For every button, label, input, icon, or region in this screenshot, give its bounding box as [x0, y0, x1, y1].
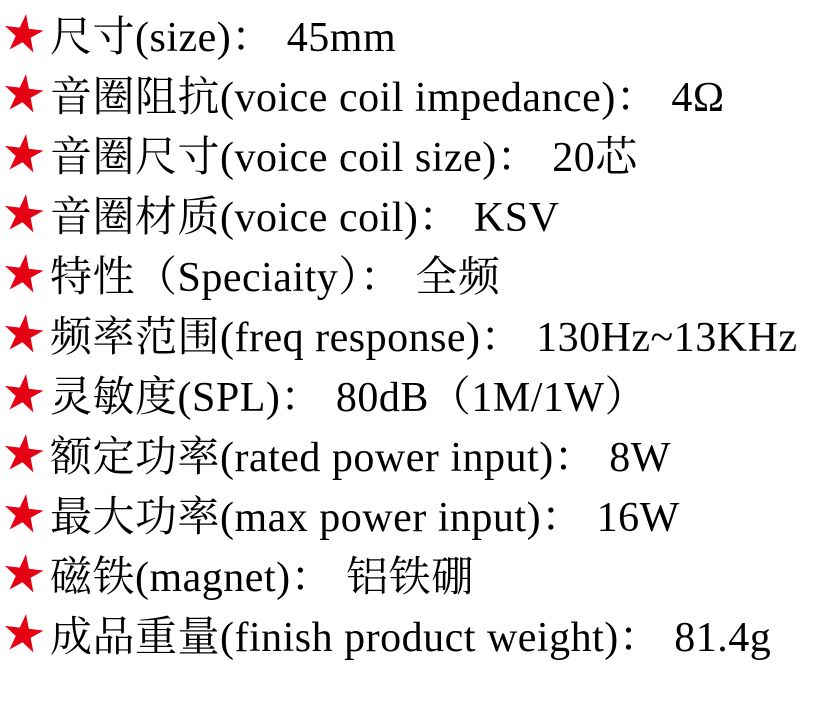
spec-label: 尺寸(size): [50, 15, 232, 61]
red-star-icon: [2, 552, 47, 596]
spec-colon: ：: [553, 435, 597, 481]
spec-label: 成品重量(finish product weight): [50, 615, 619, 661]
spec-text: [50, 544, 474, 604]
spec-value: 45mm: [286, 15, 397, 61]
red-star-icon: [2, 192, 47, 236]
spec-row: [2, 184, 827, 244]
spec-value: 80dB（1M/1W）: [335, 375, 648, 421]
spec-colon: ：: [280, 375, 323, 421]
spec-colon: ：: [418, 195, 461, 241]
spec-text: [50, 184, 559, 244]
spec-colon: ：: [615, 75, 659, 121]
red-star-icon: [2, 492, 47, 536]
spec-colon: ：: [231, 15, 274, 61]
spec-text: [50, 124, 638, 184]
spec-value: 全频: [415, 255, 501, 301]
spec-label: 额定功率(rated power input): [50, 435, 554, 481]
spec-value: 铝铁硼: [346, 555, 474, 601]
spec-colon: ：: [359, 255, 403, 301]
red-star-icon: [2, 252, 47, 296]
spec-label: 频率范围(freq response): [50, 315, 481, 361]
spec-colon: ：: [480, 315, 524, 361]
spec-text: [50, 304, 798, 364]
red-star-icon: [2, 132, 47, 176]
spec-label: 最大功率(max power input): [50, 495, 542, 541]
spec-colon: ：: [290, 555, 334, 601]
spec-text: [50, 424, 671, 484]
spec-value: 81.4g: [674, 615, 772, 661]
spec-row: [2, 124, 827, 184]
spec-text: [50, 364, 647, 424]
spec-row: [2, 424, 827, 484]
spec-colon: ：: [618, 615, 662, 661]
red-star-icon: [2, 432, 47, 476]
spec-row: [2, 364, 827, 424]
spec-value: 4Ω: [671, 75, 725, 121]
red-star-icon: [2, 72, 47, 116]
red-star-icon: [2, 612, 47, 656]
spec-text: [50, 604, 771, 664]
spec-value: KSV: [473, 195, 560, 241]
spec-value: 16W: [596, 495, 680, 541]
spec-row: [2, 244, 827, 304]
spec-row: [2, 544, 827, 604]
spec-label: 音圈材质(voice coil): [50, 195, 419, 241]
spec-value: 8W: [609, 435, 671, 481]
spec-value: 20芯: [552, 135, 638, 181]
spec-label: 磁铁(magnet): [50, 555, 291, 601]
spec-text: [50, 64, 725, 124]
spec-colon: ：: [541, 495, 584, 541]
spec-label: 灵敏度(SPL): [50, 375, 281, 421]
spec-text: [50, 4, 396, 64]
spec-row: [2, 484, 827, 544]
spec-text: [50, 484, 680, 544]
spec-row: [2, 604, 827, 664]
spec-colon: ：: [496, 135, 540, 181]
spec-label: 音圈阻抗(voice coil impedance): [50, 75, 616, 121]
red-star-icon: [2, 12, 47, 56]
spec-row: [2, 4, 827, 64]
red-star-icon: [2, 312, 47, 356]
spec-row: [2, 304, 827, 364]
spec-value: 130Hz~13KHz: [536, 315, 798, 361]
spec-label: 特性（Speciaity）: [50, 255, 360, 301]
red-star-icon: [2, 372, 47, 416]
spec-label: 音圈尺寸(voice coil size): [50, 135, 497, 181]
spec-text: [50, 244, 500, 304]
spec-row: [2, 64, 827, 124]
